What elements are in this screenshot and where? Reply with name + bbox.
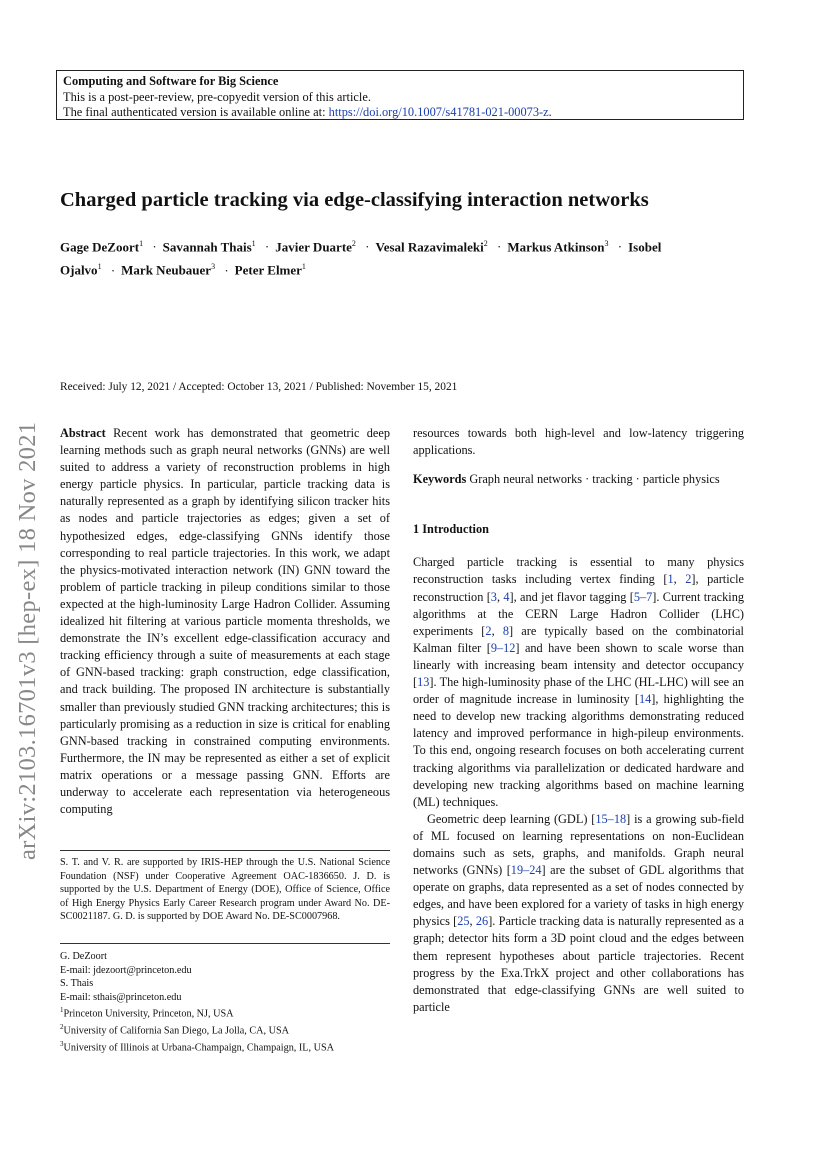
paragraph-text: ], and jet flavor tagging [ (509, 589, 634, 604)
author-separator: · (264, 239, 270, 255)
notice-line-1: This is a post-peer-review, pre-copyedit version of this article. (63, 89, 371, 104)
keywords-label: Keywords (413, 472, 467, 487)
citation-link[interactable]: 14 (638, 692, 652, 707)
citation-link[interactable]: 4 (503, 589, 510, 604)
doi-link[interactable]: https://doi.org/10.1007/s41781-021-00073-z (328, 105, 549, 119)
author-name: Peter Elmer (234, 262, 302, 278)
author-affiliation-mark: 3 (604, 239, 609, 248)
citation-link[interactable]: 13 (417, 675, 430, 690)
contact-line: E-mail: jdezoort@princeton.edu (60, 964, 192, 976)
author-name: Vesal Razavimaleki (375, 239, 484, 255)
paragraph-text: Geometric deep learning (GDL) [ (427, 811, 596, 826)
affiliation-number: 3 (60, 1040, 64, 1049)
author-affiliation-mark: 3 (211, 262, 216, 272)
author-affiliation-mark: 1 (251, 239, 256, 248)
citation-link[interactable]: 15–18 (595, 811, 627, 826)
contact-line: S. Thais (60, 978, 94, 990)
intro-paragraph-2 (413, 811, 744, 1016)
author-affiliation-mark: 1 (139, 239, 144, 248)
journal-name: Computing and Software for Big Science (63, 74, 279, 88)
contact-line: E-mail: sthais@princeton.edu (60, 991, 182, 1003)
citation-link[interactable]: 2 (485, 623, 492, 638)
paragraph-text: ]. Particle tracking data is naturally represented as a graph; detector hits form a 3D point cloud and the edges between them represent hypotheses about particle trajectories. Recent progress by the Exa.TrkX project and other collaborations has demonstrated that edge-classifying GNNs are well suited to particle (413, 914, 745, 1014)
affiliation-number: 1 (60, 1006, 64, 1015)
publication-notice-box (56, 70, 744, 120)
author-separator: · (110, 262, 116, 278)
abstract-continuation: resources towards both high-level and low-latency triggering applications. (413, 426, 744, 458)
paragraph-text: Charged particle tracking is essential to many physics reconstruction tasks including vertex finding [ (413, 555, 744, 587)
paragraph-text: ] is a growing sub-field of ML focused on learning representations on non-Euclidean domains such as sets, graphs, and manifolds. Graph neural networks (GNNs) [ (413, 811, 744, 878)
author-separator: · (365, 239, 370, 255)
contact-block (60, 950, 390, 1055)
affiliation-number: 2 (60, 1023, 64, 1032)
paragraph-text: ] and have been shown to scale worse than linearly with increasing beam intensity and detector occupancy [ (413, 640, 744, 690)
affiliation-text: University of Illinois at Urbana-Champaign, Champaign, IL, USA (63, 1042, 334, 1054)
paper-title: Charged particle tracking via edge-classifying interaction networks (60, 189, 649, 211)
paragraph-text: , (673, 572, 686, 587)
author-separator: · (224, 262, 229, 278)
affiliation-text: University of California San Diego, La Jolla, CA, USA (63, 1025, 290, 1037)
paragraph-text: , (469, 914, 476, 929)
citation-link[interactable]: 26 (475, 914, 489, 929)
keywords-text: Graph neural networks · tracking · particle physics (469, 472, 720, 487)
paragraph-text: ], particle reconstruction [ (413, 572, 744, 604)
paragraph-text: ] are the subset of GDL algorithms that operate on graphs, data represented as a set of nodes connected by edges, and have been explored for a variety of tasks in high energy physics [ (413, 863, 744, 929)
intro-paragraph-1 (413, 554, 744, 810)
author-name: Isobel Ojalvo (60, 239, 662, 278)
author-name: Markus Atkinson (507, 239, 605, 255)
affiliation (60, 1004, 390, 1021)
author-separator: · (496, 239, 502, 255)
author-separator: · (152, 239, 157, 255)
affiliation (60, 1038, 390, 1055)
publication-dates: Received: July 12, 2021 / Accepted: October 13, 2021 / Published: November 15, 2021 (60, 381, 458, 393)
abstract-label: Abstract (60, 426, 106, 440)
section-heading-introduction: 1 Introduction (413, 522, 489, 537)
notice-suffix: . (548, 105, 552, 119)
footnote-divider (60, 850, 390, 851)
abstract (60, 425, 390, 818)
right-column (413, 425, 744, 1016)
citation-link[interactable]: 19–24 (510, 863, 542, 878)
contact-divider (60, 943, 390, 944)
author-list (60, 234, 680, 281)
affiliation-text: Princeton University, Princeton, NJ, USA (63, 1008, 234, 1020)
author-name: Javier Duarte (275, 239, 352, 255)
paragraph-text: ]. The high-luminosity phase of the LHC (HL-LHC) will see an order of magnitude increase in luminosity [ (413, 675, 744, 707)
citation-link[interactable]: 1 (667, 572, 674, 587)
paragraph-text: ]. Current tracking algorithms at the CERN Large Hadron Collider (LHC) experiments [ (413, 589, 744, 638)
author-separator: · (617, 239, 623, 255)
contact-line: G. DeZoort (60, 951, 107, 962)
notice-line-2 (63, 105, 737, 121)
paragraph-text: , (496, 589, 504, 604)
keywords (413, 471, 744, 488)
author-affiliation-mark: 2 (483, 239, 488, 248)
author-affiliation-mark: 2 (351, 239, 356, 248)
abstract-text: Recent work has demonstrated that geometric deep learning methods such as graph neural networks (GNNs) are well suited to address a variety of reconstruction problems in high energy particle physics. In particular, particle tracking data is naturally represented as a graph by identifying silicon tracker hits as nodes and particle trajectories as edges; given a set of hypothesized edges, edge-classifying GNNs identify those corresponding to real particle trajectories. In this work, we adapt the physics-motivated interaction network (IN) GNN toward the problem of particle tracking in pileup conditions similar to those expected at the high-luminosity Large Hadron Collider. Assuming idealized hit filtering at various particle momenta thresholds, we demonstrate the IN’s excellent edge-classification accuracy and tracking efficiency through a suite of measurements at each stage of GNN-based tracking: graph construction, edge classification, and track building. The proposed IN architecture is substantially smaller than previously studied GNN tracking architectures; this is particularly promising as a reduction in size is critical for enabling GNN-based tracking in constrained computing environments. Furthermore, the IN may be represented as either a set of explicit matrix operations or a message passing GNN. Efforts are underway to accelerate each representation via heterogeneous computing (60, 426, 391, 817)
citation-link[interactable]: 5–7 (633, 589, 653, 604)
funding-note: S. T. and V. R. are supported by IRIS-HEP through the U.S. National Science Foundation (NSF) under Cooperative Agreement OAC-1836650. J. D. is supported by the U.S. Department of Energy (DOE), Office of Science, Office of High Energy Physics Early Career Research program under Award No. DE-SC0021187. G. D. is supported by DOE Award No. DE-SC0007968. (60, 857, 390, 923)
citation-link[interactable]: 25 (457, 914, 470, 929)
arxiv-stamp: arXiv:2103.16701v3 [hep-ex] 18 Nov 2021 (14, 421, 41, 860)
left-column (60, 425, 390, 818)
citation-link[interactable]: 3 (490, 589, 497, 604)
citation-link[interactable]: 8 (502, 623, 509, 638)
citation-link[interactable]: 2 (685, 572, 692, 587)
author-affiliation-mark: 1 (301, 262, 306, 272)
paragraph-text: ] are typically based on the combinatorial Kalman filter [ (413, 623, 744, 655)
author-name: Savannah Thais (162, 239, 252, 255)
paragraph-text: , (491, 623, 503, 638)
citation-link[interactable]: 9–12 (490, 640, 516, 655)
author-affiliation-mark: 1 (97, 262, 102, 272)
author-name: Gage DeZoort (60, 239, 140, 255)
paragraph-text: ], highlighting the need to develop new tracking algorithms demonstrating reduced latency and improved performance in high-pileup environments. To this end, ongoing research focuses on both accelerating current tracking algorithms via parallelization or dedicated hardware and developing new tracking algorithms based on machine learning (ML) techniques. (413, 692, 744, 809)
notice-prefix: The final authenticated version is available online at: (63, 105, 329, 119)
affiliation (60, 1021, 390, 1038)
author-name: Mark Neubauer (121, 262, 212, 278)
